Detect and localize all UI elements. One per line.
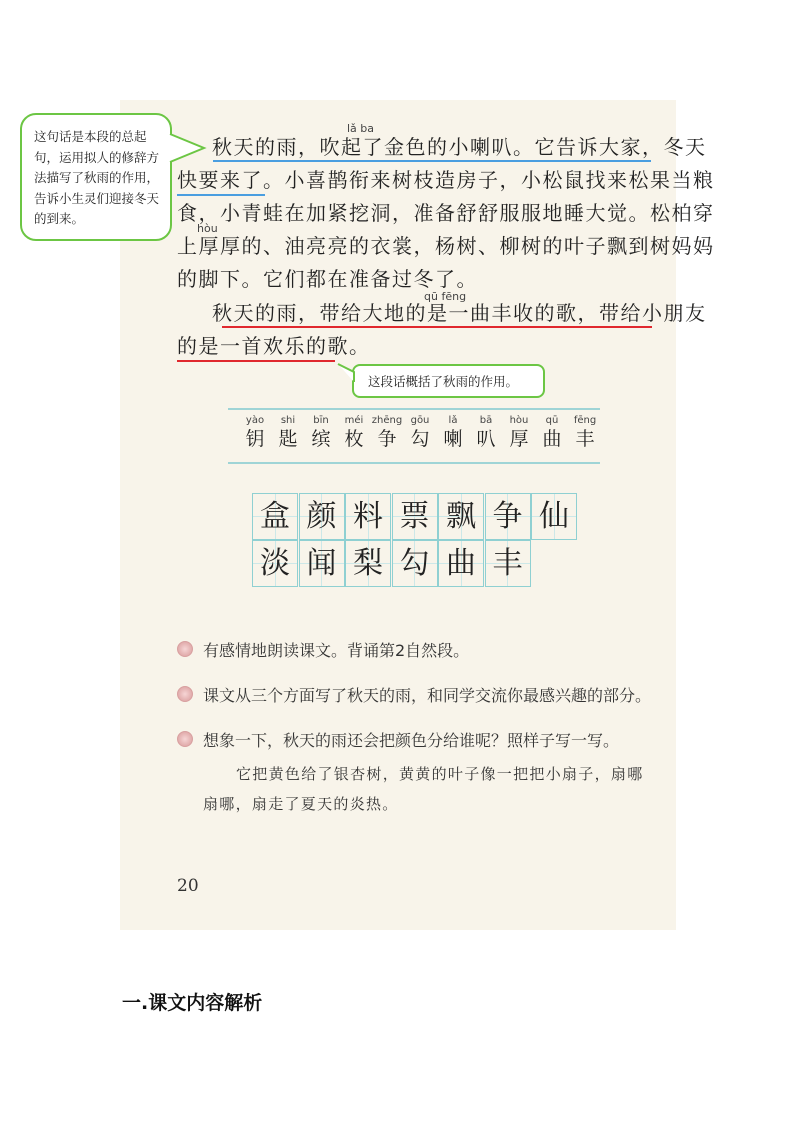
vocab-pinyin: gōu [410,415,430,426]
bullet-icon [177,641,193,657]
passage-line: 上厚厚的、油亮亮的衣裳，杨树、柳树的叶子飘到树妈妈 [177,234,715,258]
vocab-item [238,414,272,451]
pinyin-laba: lǎ ba [347,122,375,135]
passage-line: 秋天的雨，带给大地的是一曲丰收的歌，带给小朋友 [212,301,707,325]
writing-char-cell: 票 [392,493,438,540]
vocab-item [535,414,569,451]
vocab-item [568,414,602,451]
vocabulary-table [228,408,600,464]
vocab-pinyin: méi [344,415,364,426]
vocab-char: 钥 [245,428,265,450]
vocab-char: 叭 [476,428,496,450]
exercise-item: 有感情地朗读课文。背诵第2自然段。 [203,641,470,660]
vocab-pinyin: yào [245,415,265,426]
vocab-pinyin: bīn [313,415,329,426]
blue-underline [213,160,651,162]
vocab-item [469,414,503,451]
example-line: 扇哪，扇走了夏天的炎热。 [203,795,399,813]
pinyin-qufeng: qū fēng [424,290,467,303]
red-underline [177,360,335,362]
passage-line: 的脚下。它们都在准备过冬了。 [177,267,478,291]
vocab-item [370,414,404,451]
vocab-char: 厚 [509,428,529,450]
callout-summary [352,364,545,398]
bullet-icon [177,731,193,747]
vocab-pinyin: shi [280,415,296,426]
writing-char-cell: 梨 [345,540,391,587]
vocab-pinyin: lǎ [448,415,458,426]
passage-line: 秋天的雨，吹起了金色的小喇叭。它告诉大家，冬天 [212,135,707,159]
vocab-pinyin: bā [479,415,493,426]
writing-char-cell: 丰 [485,540,531,587]
passage-line: 的是一首欢乐的歌。 [177,334,371,358]
writing-char-cell: 淡 [252,540,298,587]
callout-text: 这句话是本段的总起句，运用拟人的修辞方法描写了秋雨的作用，告诉小生灵们迎接冬天的到来。 [34,129,160,226]
vocab-item [502,414,536,451]
vocab-item [436,414,470,451]
callout-pointer [336,362,356,386]
writing-char-cell: 飘 [438,493,484,540]
writing-char-cell: 盒 [252,493,298,540]
writing-char-cell: 勾 [392,540,438,587]
vocab-char: 勾 [410,428,430,450]
vocab-pinyin: zhēng [371,415,403,426]
vocab-item [337,414,371,451]
passage-line: 快要来了。小喜鹊衔来树枝造房子，小松鼠找来松果当粮 [177,168,715,192]
vocab-item [304,414,338,451]
red-underline [222,326,652,328]
writing-char-cell: 曲 [438,540,484,587]
vocab-item [403,414,437,451]
bullet-icon [177,686,193,702]
blue-underline [177,194,265,196]
callout-pointer [168,130,208,170]
vocab-item [271,414,305,451]
writing-char-cell: 闻 [299,540,345,587]
passage-line: 食，小青蛙在加紧挖洞，准备舒舒服服地睡大觉。松柏穿 [177,201,715,225]
exercise-item: 想象一下，秋天的雨还会把颜色分给谁呢？照样子写一写。 [203,731,620,750]
section-heading: 一.课文内容解析 [122,992,263,1014]
vocab-pinyin: hòu [509,415,529,426]
vocab-char: 丰 [575,428,595,450]
page-number: 20 [177,876,199,896]
vocab-char: 匙 [278,428,298,450]
exercise-item: 课文从三个方面写了秋天的雨，和同学交流你最感兴趣的部分。 [203,686,652,705]
vocab-char: 曲 [542,428,562,450]
vocab-pinyin: qū [545,415,559,426]
writing-char-cell: 颜 [299,493,345,540]
callout-topic-sentence [20,113,172,241]
example-line: 它把黄色给了银杏树，黄黄的叶子像一把把小扇子，扇哪 [236,765,644,783]
pinyin-hou: hòu [197,222,218,235]
vocab-char: 争 [377,428,397,450]
vocab-char: 缤 [311,428,331,450]
callout-text: 这段话概括了秋雨的作用。 [368,374,519,389]
vocab-char: 枚 [344,428,364,450]
writing-char-cell: 仙 [531,493,577,540]
vocab-char: 喇 [443,428,463,450]
writing-char-cell: 争 [485,493,531,540]
vocab-pinyin: fēng [573,415,597,426]
writing-char-cell: 料 [345,493,391,540]
